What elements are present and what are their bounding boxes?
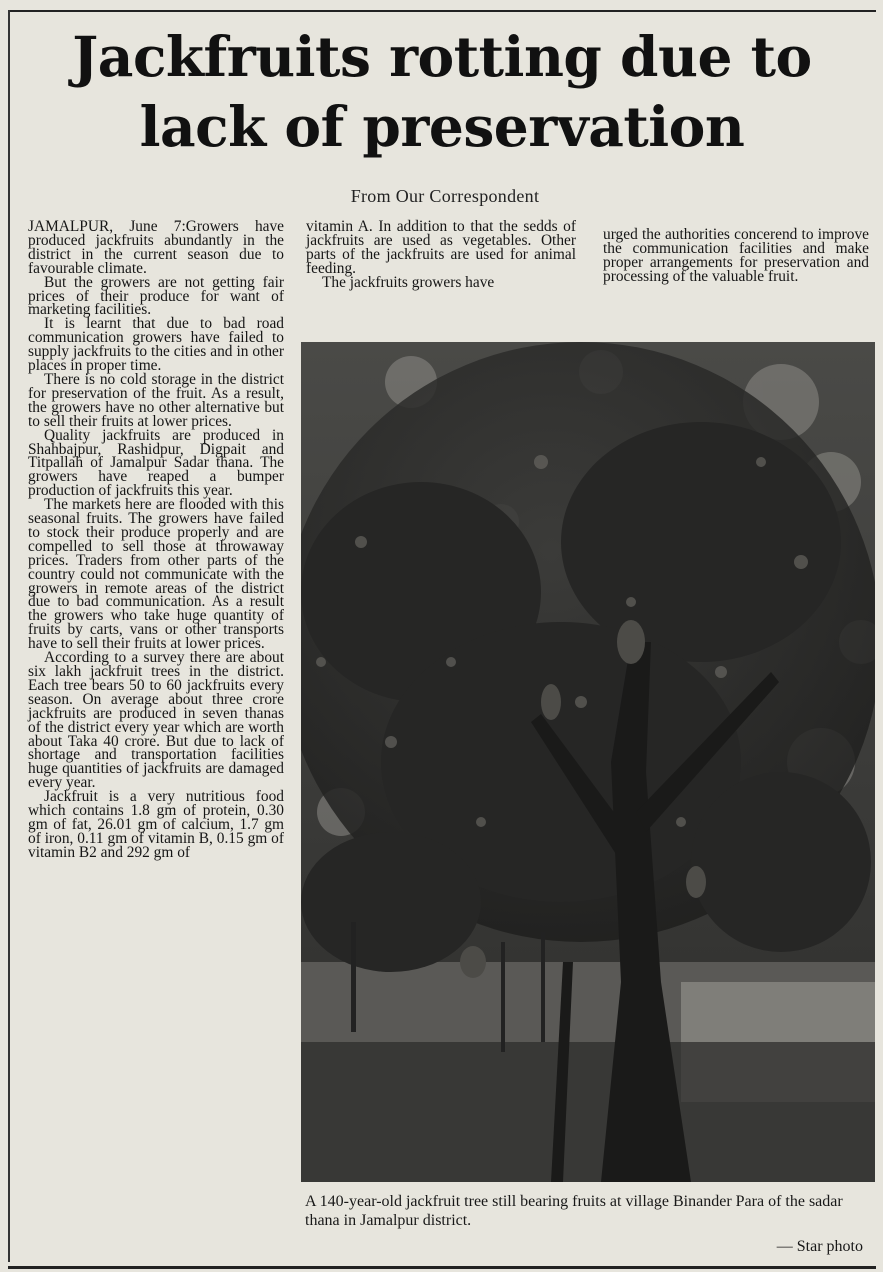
article-column-3 (603, 228, 869, 284)
headline (14, 22, 870, 162)
headline-line-1: Jackfruits rotting due to (72, 24, 812, 89)
paragraph: The markets here are flooded with this seasonal fruits. The growers have failed to stock their produce properly and are compelled to sell those at throwaway prices. Traders from other parts of the country could not communicate with the growers in remote areas of the district due to bad communication. As a result the growers who take huge quantity of fruits by carts, vans or other transports have to sell their fruits at lower prices. (28, 496, 284, 653)
paragraph: urged the authorities concerend to improve the communication facilities and make proper arrangements for preservation and processing of the valuable fruit. (603, 226, 869, 285)
article-column-1 (28, 220, 284, 860)
article-column-2 (306, 220, 576, 290)
headline-line-2: lack of preservation (139, 94, 745, 159)
paragraph: Quality jackfruits are produced in Shahbajpur, Rashidpur, Digpait and Titpallah of Jamalpur Sadar thana. The growers have reaped a bumper production of jackfruits this year. (28, 426, 284, 500)
paragraph: According to a survey there are about six lakh jackfruit trees in the district. Each tree bears 50 to 60 jackfruits every season. On average about three crore jackfruits are produced in seven thanas of the district every year which are worth about Taka 40 crore. But due to lack of shortage and transportation facilities huge quantities of jackfruits are damaged every year. (28, 649, 284, 792)
paragraph: There is no cold storage in the district for preservation of the fruit. As a result, the growers have no other alternative but to sell their fruits at lower prices. (28, 370, 284, 430)
paragraph: The jackfruits growers have (322, 273, 495, 291)
bottom-rule (8, 1266, 876, 1269)
paragraph: Jackfruit is a very nutritious food which contains 1.8 gm of protein, 0.30 gm of fat, 26.01 gm of calcium, 1.7 gm of iron, 0.11 gm of vitamin B, 0.15 gm of vitamin B2 and 292 gm of (28, 788, 284, 861)
photo-credit: — Star photo (776, 1238, 863, 1255)
paragraph: It is learnt that due to bad road communication growers have failed to supply jackfruits to the cities and in other places in proper time. (28, 315, 284, 375)
byline: From Our Correspondent (350, 186, 540, 206)
tree-photo-illustration (301, 342, 875, 1182)
photo-caption: A 140-year-old jackfruit tree still bearing fruits at village Binander Para of the sadar thana in Jamalpur district. (305, 1193, 843, 1229)
paragraph: vitamin A. In addition to that the sedds of jackfruits are used as vegetables. Other parts of the jackfruits are used for animal feeding. (306, 218, 576, 277)
jackfruit-tree-photo (301, 342, 875, 1182)
top-rule (10, 10, 876, 12)
left-rule (8, 10, 10, 1262)
paragraph: But the growers are not getting fair prices of their produce for want of marketing facilities. (28, 273, 284, 319)
paragraph: JAMALPUR, June 7:Growers have produced jackfruits abundantly in the district in the current season due to favourable climate. (28, 218, 284, 277)
